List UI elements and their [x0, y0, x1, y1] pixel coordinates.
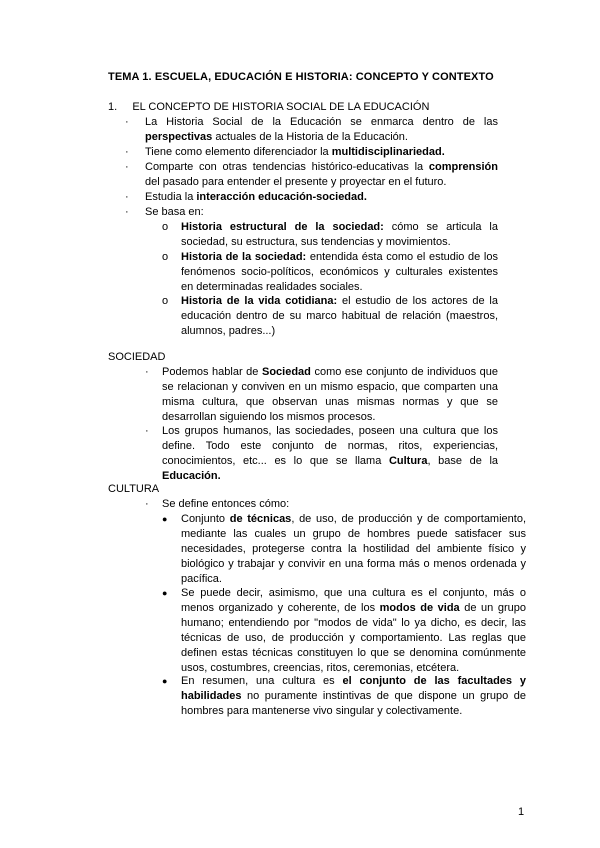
bullet-marker: ●	[162, 676, 168, 686]
bullet-marker: ●	[162, 514, 168, 524]
sociedad-paragraph-1: Podemos hablar de Sociedad como ese conjunto de individuos que se relacionan y conviven en un mismo espacio, que comparten una misma cultura, que observan unas mismas normas y que se desarrollan siguiendo los mismos procesos.	[162, 366, 498, 423]
bullet-marker: ·	[145, 498, 149, 510]
section-sociedad-label: SOCIEDAD	[108, 351, 166, 363]
cultura-bullet-3: En resumen, una cultura es el conjunto de las facultades y habilidades no puramente instintivas de que dispone un grupo de hombres para mantenerse vivo singular y colectivamente.	[181, 675, 526, 717]
bullet-marker: ●	[162, 588, 168, 598]
section-1-heading	[108, 101, 429, 113]
page-number: 1	[518, 806, 525, 818]
bullet-marker: ·	[125, 191, 129, 203]
section-1-title: EL CONCEPTO DE HISTORIA SOCIAL DE LA EDUCACIÓN	[132, 101, 430, 113]
section-1-bullet-4: Estudia la interacción educación-sociedad.	[145, 191, 367, 203]
bullet-marker: ·	[125, 146, 129, 158]
cultura-intro: Se define entonces cómo:	[162, 498, 290, 510]
section-cultura-label: CULTURA	[108, 483, 160, 495]
sub-bullet-marker: o	[162, 295, 169, 307]
sociedad-paragraph-2: Los grupos humanos, las sociedades, poseen una cultura que los define. Todo este conjunto de normas, ritos, experiencias, conocimientos, etc... es lo que se llama Cultura, base de la Educación.	[162, 425, 499, 482]
document-title: TEMA 1. ESCUELA, EDUCACIÓN E HISTORIA: CONCEPTO Y CONTEXTO	[108, 71, 494, 83]
cultura-bullet-1: Conjunto de técnicas, de uso, de producción y de comportamiento, mediante las cuales un grupo de hombres puede satisfacer sus necesidades, protegerse contra la hostilidad del ambiente físico y biológico y trabajar y convivir en una forma más o menos ordenada y pacífica.	[181, 513, 527, 585]
bullet-marker: ·	[145, 425, 149, 437]
section-1-bullet-5: Se basa en:	[145, 206, 204, 218]
cultura-bullet-2: Se puede decir, asimismo, que una cultura es el conjunto, más o menos organizado y coherente, de los modos de vida de un grupo humano; entendiendo por "modos de vida" lo ya dicho, es decir, las técnicas de uso, de producción y comportamiento. Las reglas que definen estas técnicas constituyen lo que se denomina comúnmente usos, costumbres, creencias, ritos, ceremonias, etcétera.	[181, 587, 526, 674]
sub-bullet-marker: o	[162, 251, 169, 263]
bullet-marker: ·	[145, 366, 149, 378]
section-1-bullet-3: Comparte con otras tendencias histórico-educativas la comprensión del pasado para entender el presente y proyectar en el futuro.	[145, 161, 498, 188]
section-1-number: 1.	[108, 101, 118, 113]
sub-item-vida-cotidiana: Historia de la vida cotidiana: el estudio de los actores de la educación dentro de su marco habitual de relación (maestros, alumnos, padres...)	[181, 295, 498, 337]
sub-bullet-marker: o	[162, 221, 169, 233]
bullet-marker: ·	[125, 161, 129, 173]
sub-item-historia-estructural: Historia estructural de la sociedad: cómo se articula la sociedad, su estructura, sus tendencias y movimientos.	[181, 221, 498, 248]
bullet-marker: ·	[125, 116, 129, 128]
bullet-marker: ·	[125, 206, 129, 218]
section-1-bullet-1: La Historia Social de la Educación se enmarca dentro de las perspectivas actuales de la Historia de la Educación.	[145, 116, 498, 143]
section-1-bullet-2: Tiene como elemento diferenciador la multidisciplinariedad.	[145, 146, 445, 158]
sub-item-historia-sociedad: Historia de la sociedad: entendida ésta como el estudio de los fenómenos socio-políticos, económicos y culturales existentes en determinadas realidades sociales.	[181, 251, 498, 293]
